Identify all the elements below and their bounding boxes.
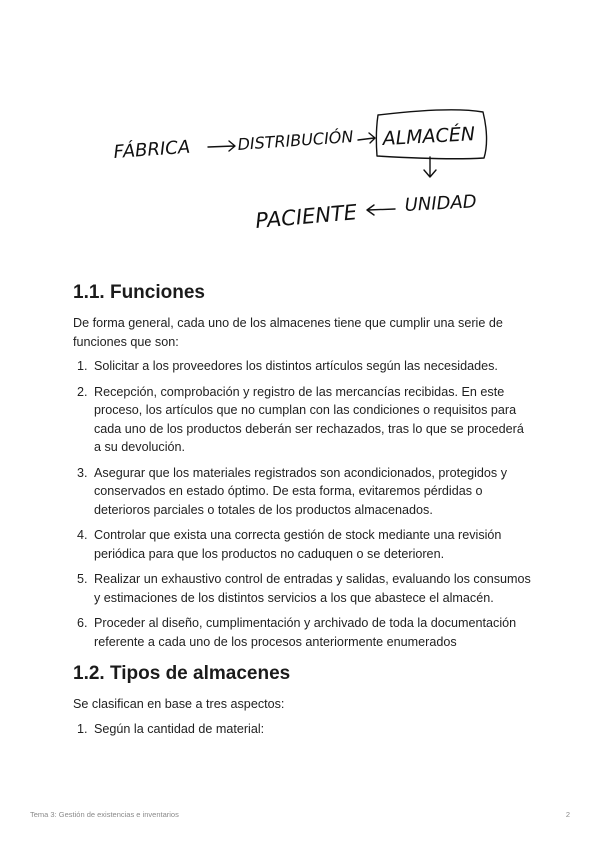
- document-body: [73, 282, 533, 745]
- list-item-text: Proceder al diseño, cumplimentación y archivado de toda la documentación referente a cada uno de los procesos anteriormente enumerados: [94, 616, 517, 649]
- list-item-text: Solicitar a los proveedores los distintos artículos según las necesidades.: [94, 359, 498, 373]
- page-number: 2: [565, 810, 570, 819]
- arrow-fabrica-distribucion: [208, 141, 235, 151]
- page-footer: [30, 810, 570, 819]
- list-item: 6. Proceder al diseño, cumplimentación y archivado de toda la documentación referente a cada uno de los procesos anteriormente enumerados: [77, 616, 517, 649]
- sketch-paciente: PACIENTE: [254, 200, 358, 233]
- section-title-tipos: 1.2. Tipos de almacenes: [73, 663, 291, 684]
- list-item: 5. Realizar un exhaustivo control de entradas y salidas, evaluando los consumos y estimaciones de los distintos servicios a los que abastece el almacén.: [77, 572, 531, 605]
- sketch-fabrica: FÁBRICA: [112, 136, 191, 163]
- list-item-text: Controlar que exista una correcta gestión de stock mediante una revisión periódica para que los productos no caduquen o se deterioren.: [94, 528, 502, 561]
- list-item-text: Según la cantidad de material:: [94, 721, 265, 736]
- list-item: 4. Controlar que exista una correcta gestión de stock mediante una revisión periódica para que los productos no caduquen o se deterioren.: [77, 528, 502, 561]
- sketch-unidad: UNIDAD: [404, 191, 478, 216]
- footer-title: Tema 3: Gestión de existencias e inventarios: [30, 810, 179, 819]
- list-item: 1. Según la cantidad de material:: [77, 721, 265, 736]
- section-intro: De forma general, cada uno de los almacenes tiene que cumplir una serie de funciones que son:: [73, 316, 503, 349]
- functions-list: [73, 357, 533, 651]
- section-intro: Se clasifican en base a tres aspectos:: [73, 697, 285, 711]
- list-item-text: Realizar un exhaustivo control de entradas y salidas, evaluando los consumos y estimaciones de los distintos servicios a los que abastece el almacén.: [94, 572, 531, 605]
- arrow-distribucion-almacen: [358, 133, 375, 143]
- list-item: 2. Recepción, comprobación y registro de las mercancías recibidas. En este proceso, los artículos que no cumplan con las condiciones o requisitos para cada uno de los productos deberán ser rechazados, tras lo que se procederá a su devolución.: [77, 384, 524, 454]
- list-item-text: Recepción, comprobación y registro de las mercancías recibidas. En este proceso, los artículos que no cumplan con las condiciones o requisitos para cada uno de los productos deberán ser rechazados, tras lo que se procederá a su devolución.: [94, 384, 524, 454]
- handwritten-flow-sketch: [0, 0, 600, 260]
- list-item: 3. Asegurar que los materiales registrados son acondicionados, protegidos y conservados en estado óptimo. De esta forma, evitaremos pérdidas o deterioros parciales o totales de los productos almacenados.: [77, 465, 508, 517]
- sketch-distribucion: DISTRIBUCIÓN: [236, 126, 354, 154]
- types-list: [73, 720, 533, 739]
- list-item: 1. Solicitar a los proveedores los distintos artículos según las necesidades.: [77, 359, 498, 373]
- sketch-almacen: ALMACÉN: [382, 123, 476, 150]
- section-title-funciones: 1.1. Funciones: [73, 282, 205, 303]
- arrow-unidad-paciente: [367, 205, 395, 215]
- list-item-text: Asegurar que los materiales registrados son acondicionados, protegidos y conservados en estado óptimo. De esta forma, evitaremos pérdidas o deterioros parciales o totales de los productos almacenados.: [94, 465, 508, 517]
- arrow-almacen-unidad: [424, 157, 436, 177]
